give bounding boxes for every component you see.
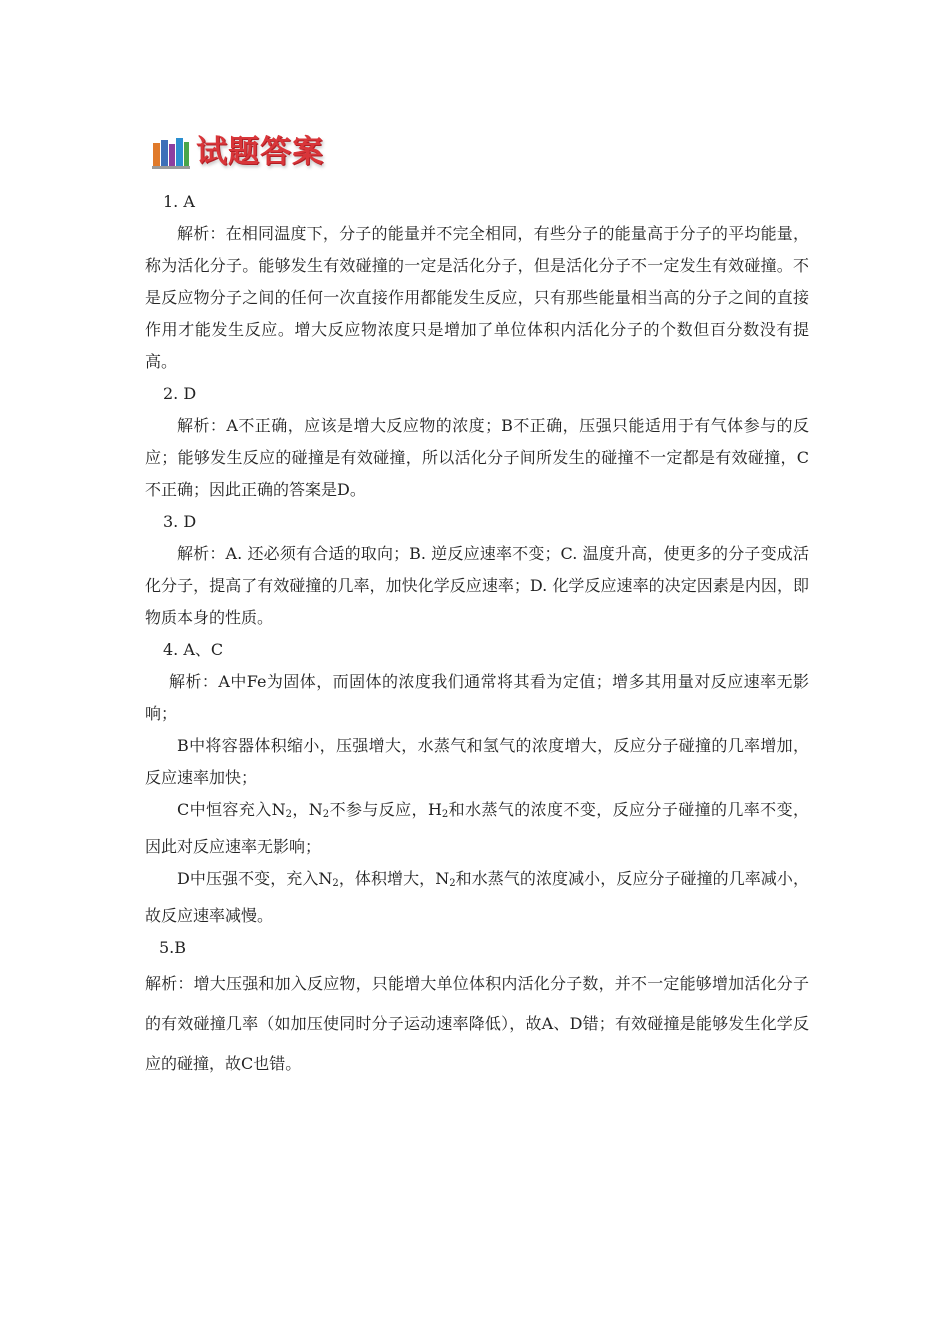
answer-explanation-2: 解析：A不正确，应该是增大反应物的浓度；B不正确，压强只能适用于有气体参与的反应；能够发生反应的碰撞是有效碰撞，所以活化分子间所发生的碰撞不一定都是有效碰撞，C不正确；因此正确的答案是D。 xyxy=(145,416,809,499)
answer-number-4: 4. A、C xyxy=(163,640,224,659)
answer-explanation-4b: B中将容器体积缩小，压强增大，水蒸气和氢气的浓度增大，反应分子碰撞的几率增加，反应速率加快； xyxy=(145,736,809,787)
books-icon xyxy=(152,135,190,169)
answer-explanation-1: 解析：在相同温度下，分子的能量并不完全相同，有些分子的能量高于分子的平均能量，称为活化分子。能够发生有效碰撞的一定是活化分子，但是活化分子不一定发生有效碰撞。不是反应物分子之间的任何一次直接作用都能发生反应，只有那些能量相当高的分子之间的直接作用才能发生反应。增大反应物浓度只是增加了单位体积内活化分子的个数但百分数没有提高。 xyxy=(145,224,809,371)
text-segment: ，N xyxy=(292,800,323,819)
answer-number-3: 3. D xyxy=(163,512,197,531)
header-title: 试题答案 xyxy=(196,134,324,170)
answer-explanation-3: 解析：A. 还必须有合适的取向；B. 逆反应速率不变；C. 温度升高，使更多的分子变成活化分子，提高了有效碰撞的几率，加快化学反应速率；D. 化学反应速率的决定因素是内因，即物质本身的性质。 xyxy=(145,544,809,627)
answer-explanation-5: 解析：增大压强和加入反应物，只能增大单位体积内活化分子数，并不一定能够增加活化分子的有效碰撞几率（如加压使同时分子运动速率降低），故A、D错；有效碰撞是能够发生化学反应的碰撞，故C也错。 xyxy=(145,974,809,1073)
answer-explanation-4d xyxy=(145,863,809,932)
text-segment: C中恒容充入N xyxy=(177,800,286,819)
subscript: 2 xyxy=(332,878,339,889)
section-header xyxy=(152,132,324,172)
answer-content xyxy=(145,186,809,1084)
subscript: 2 xyxy=(285,809,292,820)
answer-explanation-4a: 解析：A中Fe为固体，而固体的浓度我们通常将其看为定值；增多其用量对反应速率无影响； xyxy=(145,672,809,723)
answer-number-2: 2. D xyxy=(163,384,197,403)
text-segment: 不参与反应，H xyxy=(329,800,442,819)
answer-number-5: 5.B xyxy=(159,938,187,957)
subscript: 2 xyxy=(449,878,456,889)
text-segment: D中压强不变，充入N xyxy=(177,869,333,888)
answer-number-1: 1. A xyxy=(163,192,195,211)
text-segment: 和水蒸气的浓度减小，反应分子碰撞的几率减小，故反应速率减慢。 xyxy=(145,869,809,925)
text-segment: ，体积增大，N xyxy=(338,869,450,888)
text-segment: 和水蒸气的浓度不变，反应分子碰撞的几率不变，因此对反应速率无影响； xyxy=(145,800,809,856)
subscript: 2 xyxy=(441,809,449,820)
answer-explanation-4c xyxy=(145,794,809,863)
subscript: 2 xyxy=(322,809,330,820)
